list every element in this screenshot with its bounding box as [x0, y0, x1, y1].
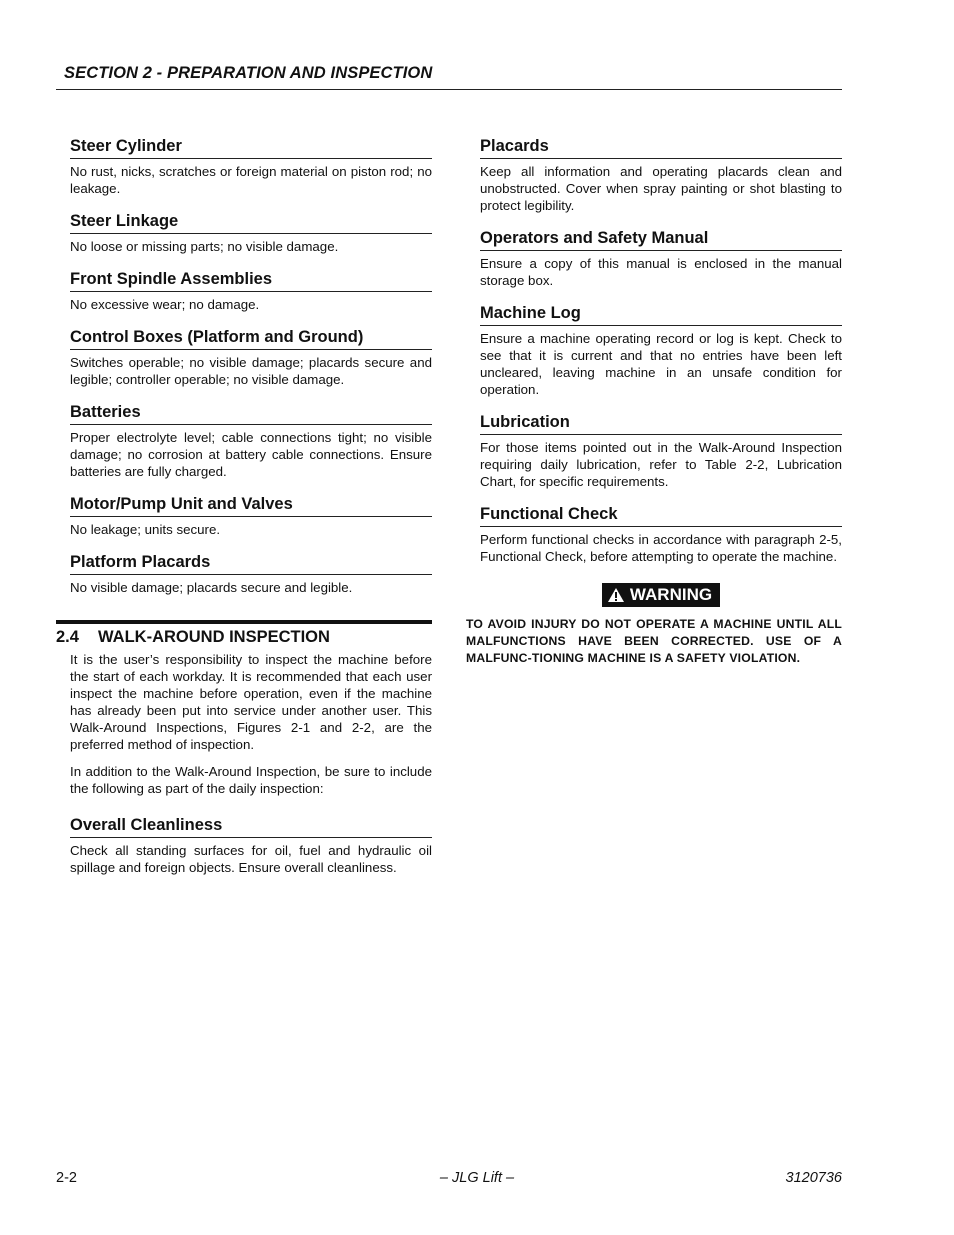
- subsection-title: Steer Cylinder: [70, 132, 432, 159]
- subsection-body: No leakage; units secure.: [70, 522, 221, 537]
- subsection-title: Front Spindle Assemblies: [70, 265, 432, 292]
- subsection-body: Keep all information and operating placards clean and unobstructed. Cover when spray painting or shot blasting to protect legibility.: [480, 164, 842, 213]
- subsection-title: Functional Check: [480, 500, 842, 527]
- footer-doc-number: 3120736: [785, 1170, 842, 1186]
- subsection-title: Machine Log: [480, 299, 842, 326]
- subsection-title: Steer Linkage: [70, 207, 432, 234]
- subsection-title: Placards: [480, 132, 842, 159]
- subsection-title: Platform Placards: [70, 548, 432, 575]
- section-heading: [56, 624, 432, 647]
- subsection-body: Ensure a copy of this manual is enclosed in the manual storage box.: [480, 256, 842, 288]
- footer-brand: – JLG Lift –: [439, 1170, 515, 1186]
- header-rule: [56, 89, 842, 90]
- subsection-body: Switches operable; no visible damage; placards secure and legible; controller operable; no visible damage.: [70, 355, 432, 387]
- section-paragraph: In addition to the Walk-Around Inspection, be sure to include the following as part of the daily inspection:: [70, 764, 432, 796]
- left-column: [56, 132, 432, 886]
- warning-badge: [602, 583, 720, 607]
- subsection-title: Control Boxes (Platform and Ground): [70, 323, 432, 350]
- subsection-body: No rust, nicks, scratches or foreign material on piston rod; no leakage.: [70, 164, 432, 196]
- warning-label: WARNING: [629, 585, 713, 604]
- subsection-motor-pump: [70, 490, 432, 538]
- warning-block: [480, 583, 842, 608]
- subsection-title: Lubrication: [480, 408, 842, 435]
- subsection-operators-manual: [480, 224, 842, 289]
- subsection-batteries: [70, 398, 432, 480]
- section-rule: [56, 620, 432, 624]
- subsection-body: No loose or missing parts; no visible damage.: [70, 239, 339, 254]
- subsection-body: Check all standing surfaces for oil, fuel and hydraulic oil spillage and foreign objects. Ensure overall cleanliness.: [70, 843, 432, 875]
- subsection-body: Proper electrolyte level; cable connections tight; no visible damage; no corrosion at battery cable connections. Ensure batteries are fully charged.: [70, 430, 432, 479]
- subsection-steer-linkage: [70, 207, 432, 255]
- subsection-machine-log: [480, 299, 842, 398]
- subsection-body: No visible damage; placards secure and legible.: [70, 580, 353, 595]
- right-column: [466, 132, 842, 667]
- subsection-title: Overall Cleanliness: [70, 811, 432, 838]
- subsection-front-spindle: [70, 265, 432, 313]
- subsection-title: Batteries: [70, 398, 432, 425]
- subsection-platform-placards: [70, 548, 432, 596]
- subsection-overall-cleanliness: [70, 811, 432, 876]
- subsection-body: Perform functional checks in accordance with paragraph 2-5, Functional Check, before attempting to operate the machine.: [480, 532, 842, 564]
- section-title: WALK-AROUND INSPECTION: [98, 628, 330, 646]
- warning-text: TO AVOID INJURY DO NOT OPERATE A MACHINE UNTIL ALL MALFUNCTIONS HAVE BEEN CORRECTED. USE OF A MALFUNC-TIONING MACHINE IS A SAFETY VIOLATION.: [466, 617, 842, 665]
- section-number: 2.4: [56, 628, 79, 646]
- section-header-title: SECTION 2 - PREPARATION AND INSPECTION: [64, 64, 433, 82]
- subsection-functional-check: [480, 500, 842, 565]
- subsection-lubrication: [480, 408, 842, 490]
- subsection-body: For those items pointed out in the Walk-Around Inspection requiring daily lubrication, refer to Table 2-2, Lubrication Chart, for specific requirements.: [480, 440, 842, 489]
- section-walk-around-inspection: [56, 624, 432, 797]
- subsection-body: Ensure a machine operating record or log is kept. Check to see that it is current and that no entries have been left uncleared, leaving machine in an unsafe condition for operation.: [480, 331, 842, 397]
- footer-page-number: 2-2: [56, 1170, 77, 1186]
- subsection-body: No excessive wear; no damage.: [70, 297, 260, 312]
- warning-triangle-icon: [607, 587, 625, 603]
- subsection-control-boxes: [70, 323, 432, 388]
- subsection-placards: [480, 132, 842, 214]
- section-paragraph: It is the user’s responsibility to inspect the machine before the start of each workday. It is recommended that each user inspect the machine before operation, even if the machine has already been put into service under another user. This Walk-Around Inspections, Figures 2-1 and 2-2, are the preferred method of inspection.: [70, 652, 432, 752]
- subsection-title: Motor/Pump Unit and Valves: [70, 490, 432, 517]
- subsection-title: Operators and Safety Manual: [480, 224, 842, 251]
- subsection-steer-cylinder: [70, 132, 432, 197]
